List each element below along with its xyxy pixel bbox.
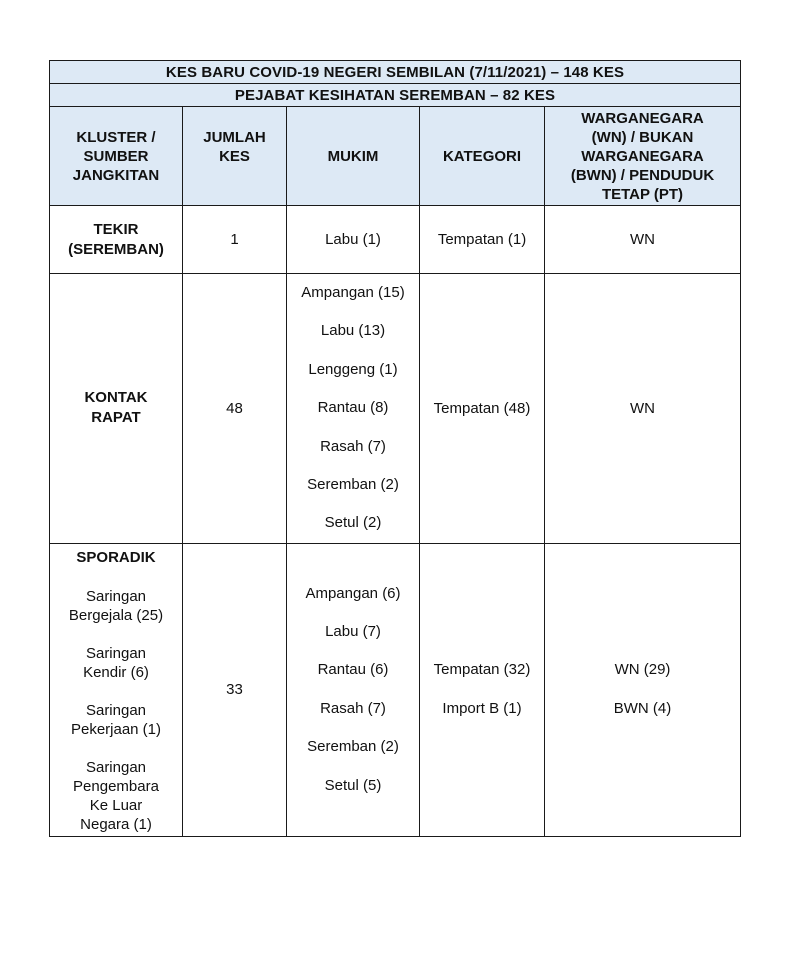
- warga-cell: [545, 543, 741, 836]
- warga-item: BWN (4): [613, 699, 672, 717]
- sub-item-line: Pekerjaan (1): [70, 720, 162, 738]
- cluster-cell: [50, 206, 183, 274]
- warga-cell: WN: [545, 274, 741, 544]
- sub-item-line: Bergejala (25): [68, 606, 164, 624]
- mukim-item: Seremban (2): [307, 476, 399, 494]
- header-jumlah: [183, 107, 287, 206]
- sub-item-line: Saringan: [85, 644, 147, 662]
- mukim-item: Ampangan (15): [301, 284, 405, 301]
- table-row-sporadik: [50, 543, 741, 836]
- mukim-cell: [287, 274, 420, 544]
- kategori-cell: [420, 543, 545, 836]
- mukim-item: Labu (13): [320, 322, 386, 340]
- header-kategori: KATEGORI: [420, 107, 545, 206]
- table-row-kontak: [50, 274, 741, 544]
- cluster-name-line: TEKIR: [93, 220, 139, 238]
- header-warga: [545, 107, 741, 206]
- mukim-cell: [287, 543, 420, 836]
- sub-item-line: Saringan: [85, 758, 147, 776]
- sporadik-sub-item: [71, 701, 161, 739]
- header-warga-line: WARGANEGARA: [581, 109, 704, 127]
- sub-item-line: Pengembara: [73, 777, 159, 795]
- header-kluster-line: SUMBER: [83, 147, 149, 165]
- state-title: KES BARU COVID-19 NEGERI SEMBILAN (7/11/2021) – 148 KES: [50, 61, 741, 84]
- sub-item-line: Kendir (6): [83, 663, 149, 681]
- cluster-name-line: (SEREMBAN): [68, 240, 164, 258]
- warga-cell: WN: [545, 206, 741, 274]
- sub-item-line: Saringan: [85, 701, 147, 719]
- mukim-item: Lenggeng (1): [308, 360, 398, 378]
- kategori-item: Tempatan (32): [433, 661, 531, 679]
- mukim-item: Labu (7): [325, 623, 381, 641]
- mukim-item: Rantau (8): [317, 399, 389, 417]
- kategori-cell: Tempatan (48): [420, 274, 545, 544]
- mukim-item: Rasah (7): [320, 437, 386, 455]
- mukim-item: Seremban (2): [307, 738, 399, 756]
- header-kluster-line: KLUSTER /: [76, 128, 156, 146]
- sub-item-line: Saringan: [85, 587, 147, 605]
- mukim-item: Ampangan (6): [305, 584, 401, 602]
- warga-item: WN (29): [614, 661, 671, 679]
- header-kluster: [50, 107, 183, 206]
- mukim-cell: Labu (1): [287, 206, 420, 274]
- header-warga-line: WARGANEGARA: [581, 147, 704, 165]
- sporadik-sub-item: [73, 758, 159, 834]
- header-jumlah-line: JUMLAH: [203, 129, 266, 146]
- mukim-item: Setul (2): [324, 514, 382, 532]
- title-row-office: [50, 84, 741, 107]
- header-kluster-line: JANGKITAN: [72, 166, 160, 184]
- sub-item-line: Negara (1): [80, 815, 152, 833]
- cluster-name: SPORADIK: [76, 548, 156, 566]
- sub-item-line: Ke Luar: [89, 796, 143, 814]
- sporadik-sub-item: [83, 644, 149, 682]
- header-mukim: MUKIM: [287, 107, 420, 206]
- header-jumlah-line: KES: [219, 148, 250, 165]
- jumlah-cell: 33: [183, 543, 287, 836]
- cluster-name-line: RAPAT: [91, 409, 141, 427]
- mukim-item: Rantau (6): [317, 661, 389, 679]
- jumlah-cell: 1: [183, 206, 287, 274]
- header-warga-line: (BWN) / PENDUDUK: [570, 166, 715, 184]
- kategori-cell: Tempatan (1): [420, 206, 545, 274]
- table-row-tekir: [50, 206, 741, 274]
- sporadik-sub-item: [69, 587, 163, 625]
- covid-cases-table: [49, 60, 741, 837]
- kategori-item: Import B (1): [442, 699, 522, 717]
- cluster-name-line: KONTAK: [84, 389, 148, 407]
- mukim-item: Rasah (7): [320, 699, 386, 717]
- title-row-state: [50, 61, 741, 84]
- mukim-item: Setul (5): [324, 776, 382, 794]
- header-row: [50, 107, 741, 206]
- header-warga-line: TETAP (PT): [601, 185, 684, 203]
- cluster-cell: [50, 274, 183, 544]
- jumlah-cell: 48: [183, 274, 287, 544]
- office-title: PEJABAT KESIHATAN SEREMBAN – 82 KES: [50, 84, 741, 107]
- header-warga-line: (WN) / BUKAN: [591, 128, 694, 146]
- cluster-cell: [50, 543, 183, 836]
